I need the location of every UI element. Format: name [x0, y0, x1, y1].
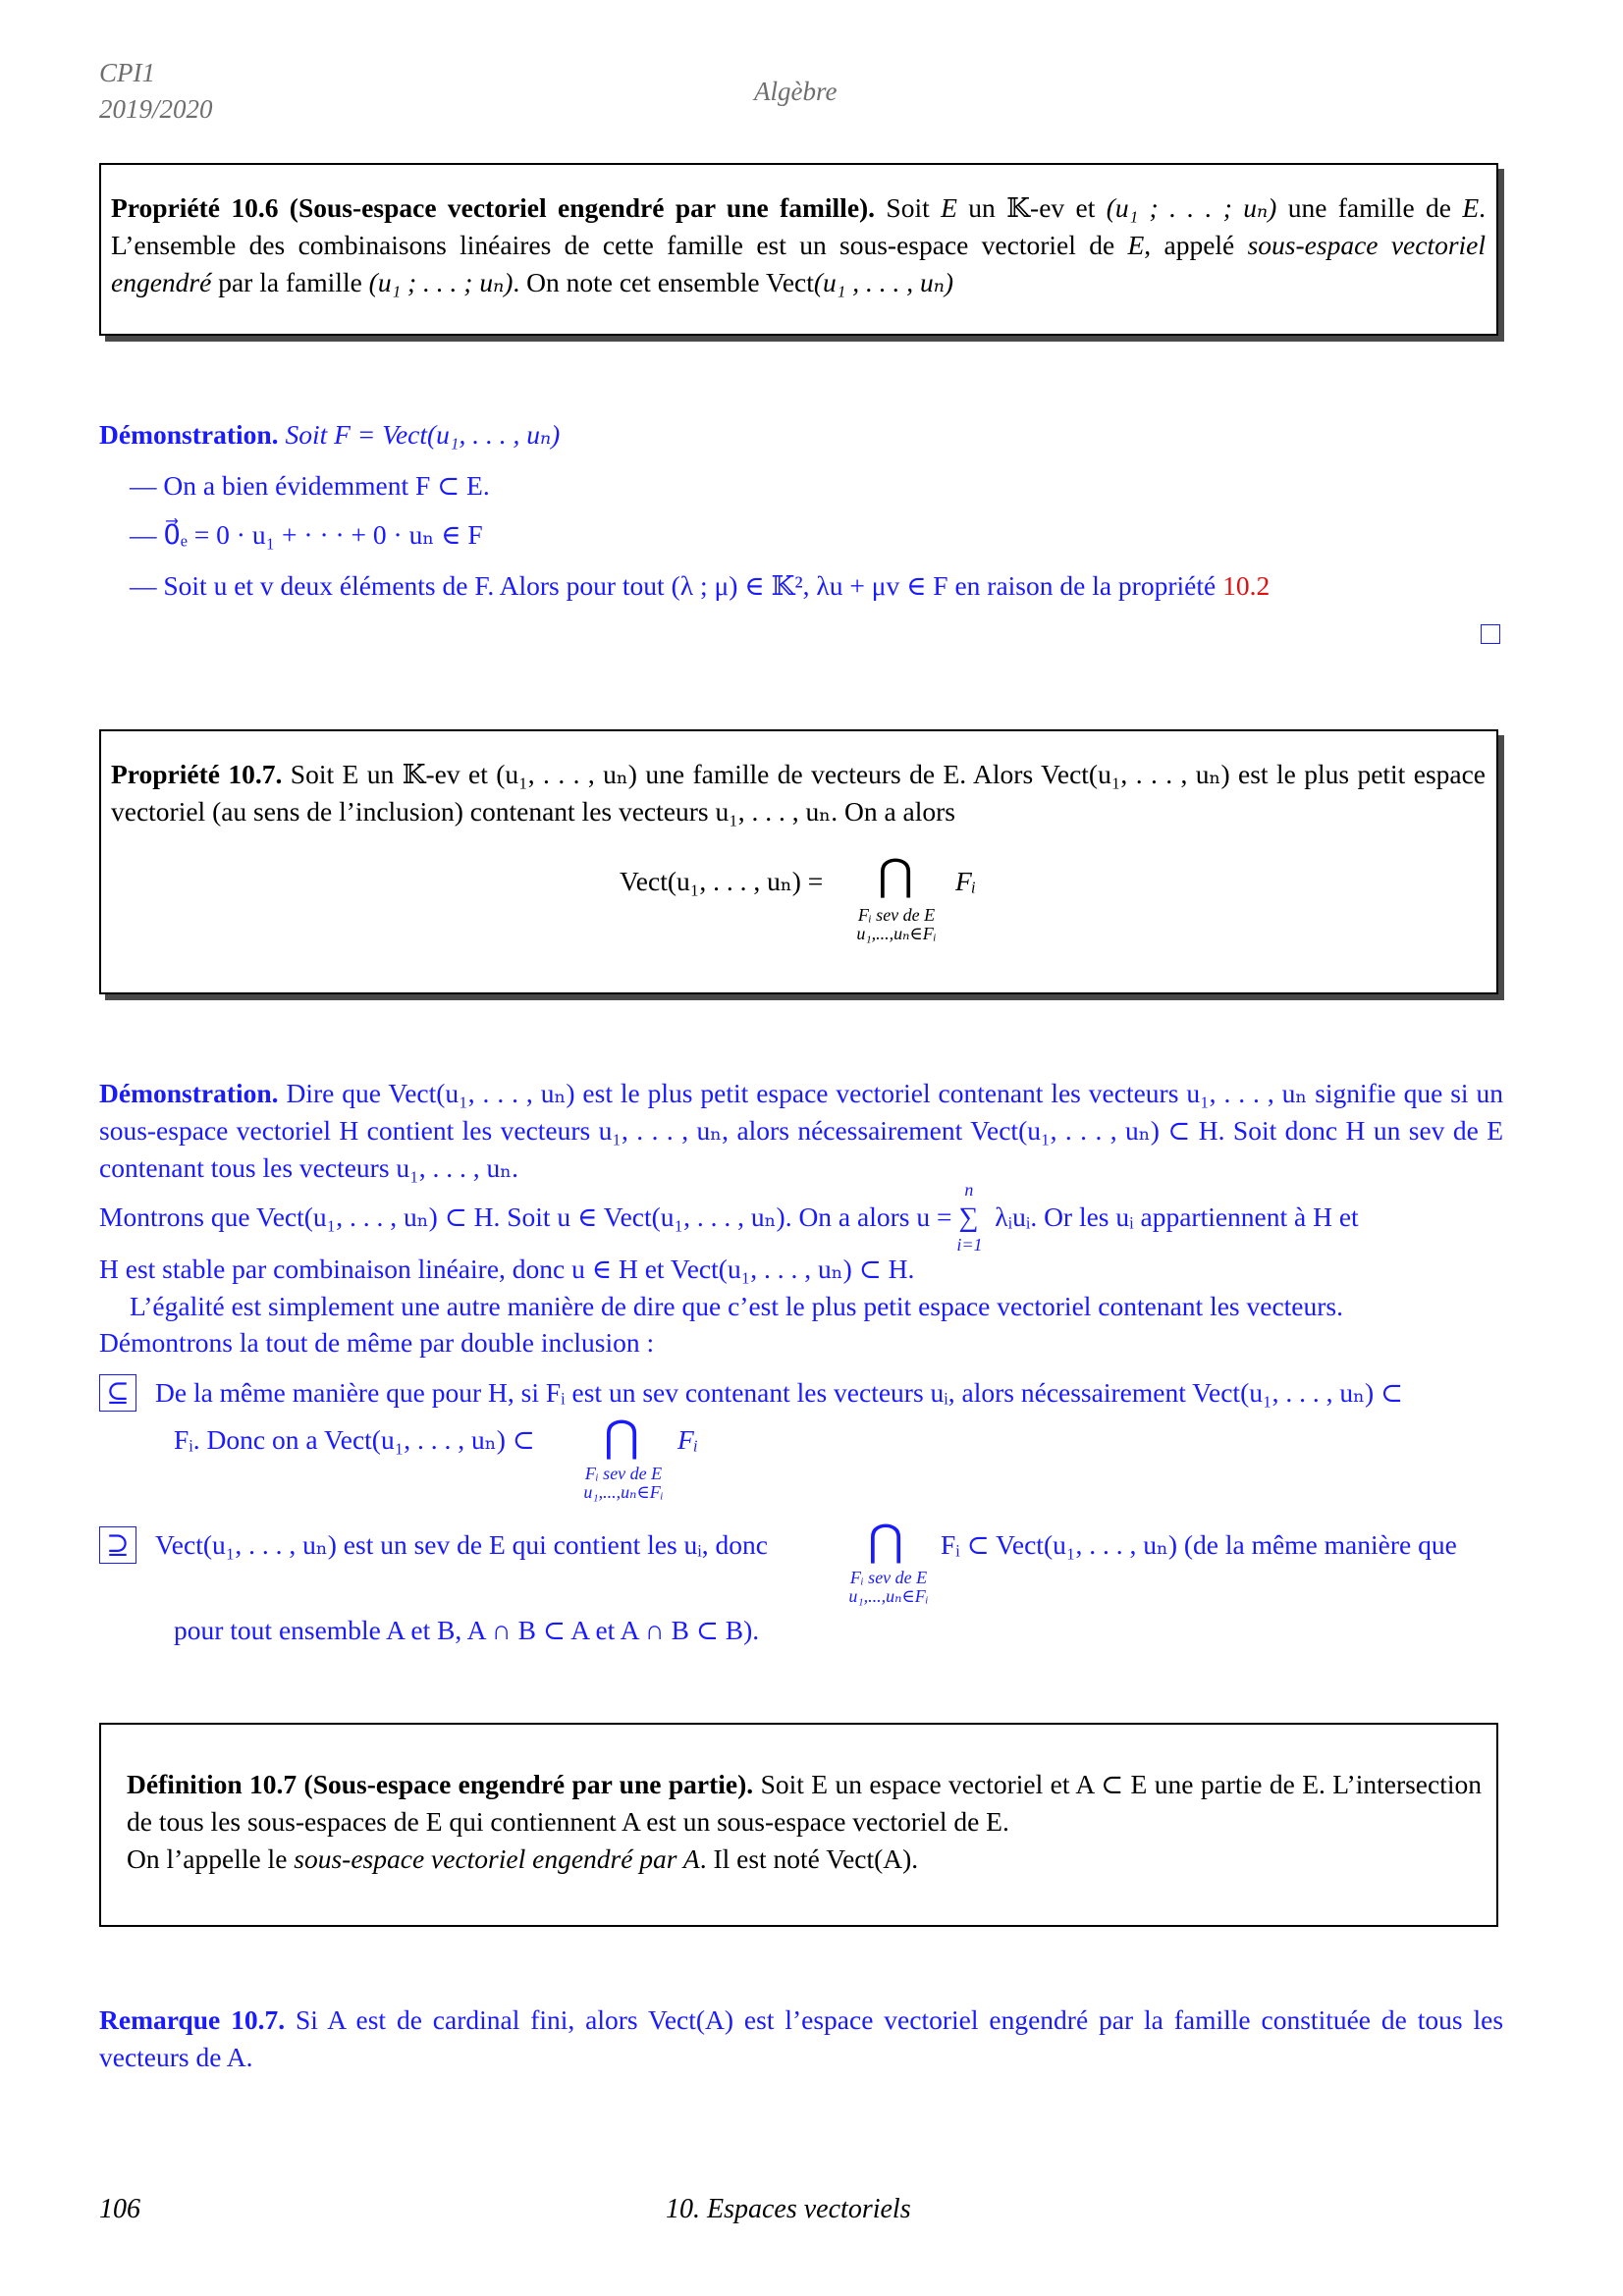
intersection-subscript-2: Fᵢ sev de E u₁,...,uₙ∈Fᵢ — [583, 1464, 664, 1502]
property-10-7-title: Propriété 10.7. — [111, 759, 283, 789]
intersection-symbol-2: ⋂ — [604, 1413, 640, 1461]
demo-1-intro: Démonstration. Soit F = Vect(u₁, . . . , uₙ) — [99, 419, 561, 450]
demo-1-item-3: — Soit u et v deux éléments de F. Alors pour tout (λ ; μ) ∈ 𝕂², λu + μv ∈ F en raison de la propriété 10.2 — [130, 570, 1271, 601]
subset-box-icon: ⊆ — [99, 1374, 136, 1412]
intersection-symbol: ⋂ — [878, 851, 914, 899]
property-10-6-title: Propriété 10.6 (Sous-espace vectoriel engendré par une famille). — [111, 192, 876, 223]
demo-1-label: Démonstration. — [99, 419, 279, 450]
definition-10-7-box — [99, 1723, 1498, 1927]
property-10-6-box — [99, 163, 1498, 336]
demo-2-label: Démonstration. — [99, 1078, 279, 1108]
inclusion-1-line-2: Fᵢ. Donc on a Vect(u₁, . . . , uₙ) ⊂ — [174, 1424, 535, 1455]
remark-10-7-label: Remarque 10.7. — [99, 2004, 286, 2035]
remark-10-7: Remarque 10.7. Si A est de cardinal fini, alors Vect(A) est l’espace vectoriel engendré par la famille constituée de tous les vecteurs de A. — [99, 2004, 1504, 2072]
qed-square-icon — [1481, 624, 1500, 644]
property-10-6-text: Propriété 10.6 (Sous-espace vectoriel engendré par une famille). Soit E un 𝕂-ev et (u₁ ; . . . ; uₙ) une famille de E. L’ensemble des combinaisons linéaires de cette famille est un sous-espace vectoriel de E, appelé sous-espace vectoriel engendré par la famille (u₁ ; . . . ; uₙ). On note cet ensemble Vect(u₁ , . . . , uₙ) — [111, 192, 1487, 297]
property-10-7-formula-left: Vect(u₁, . . . , uₙ) = — [620, 866, 824, 896]
definition-10-7-title: Définition 10.7 (Sous-espace engendré par une partie). — [127, 1769, 754, 1799]
chapter-title: 10. Espaces vectoriels — [666, 2194, 911, 2224]
page-number: 106 — [99, 2194, 140, 2224]
header-subject: Algèbre — [754, 77, 838, 106]
demo-2-paragraph-1: Démonstration. Dire que Vect(u₁, . . . , uₙ) est le plus petit espace vectoriel contenant les vecteurs u₁, . . . , uₙ signifie que si un sous-espace vectoriel H contient les vecteurs u₁, . . . , uₙ, alors nécessairement Vect(u₁, . . . , uₙ) ⊂ H. Soit donc H un sev de E contenant tous les vecteurs u₁, . . . , uₙ. — [99, 1078, 1503, 1183]
demo-2-paragraph-2b: H est stable par combinaison linéaire, donc u ∈ H et Vect(u₁, . . . , uₙ) ⊂ H. — [99, 1254, 915, 1284]
inclusion-1-line-1: De la même manière que pour H, si Fᵢ est un sev contenant les vecteurs uᵢ, alors nécessairement Vect(u₁, . . . , uₙ) ⊂ — [155, 1377, 1404, 1408]
inclusion-1-Fi: Fᵢ — [677, 1424, 699, 1455]
header-course: CPI1 — [99, 58, 155, 87]
reference-link-10-2[interactable]: 10.2 — [1222, 570, 1271, 601]
sum-symbol: n ∑ i=1 — [956, 1180, 983, 1255]
demo-2-paragraph-2a: Montrons que Vect(u₁, . . . , uₙ) ⊂ H. Soit u ∈ Vect(u₁, . . . , uₙ). On a alors u = n ∑ i=1 λᵢuᵢ. Or les uᵢ appartiennent à H et — [99, 1180, 1359, 1255]
inclusion-2-line-1a: Vect(u₁, . . . , uₙ) est un sev de E qui contient les uᵢ, donc — [155, 1529, 768, 1560]
intersection-symbol-3: ⋂ — [868, 1517, 904, 1565]
demo-2-paragraph-3b: Démontrons la tout de même par double inclusion : — [99, 1327, 655, 1358]
header-year: 2019/2020 — [99, 94, 213, 124]
property-10-7-box — [99, 729, 1498, 994]
definition-10-7-text: Définition 10.7 (Sous-espace engendré par une partie). Soit E un espace vectoriel et A ⊂ E une partie de E. L’intersection de tous les sous-espaces de E qui contiennent A est un sous-espace vectoriel de E. On l’appelle le sous-espace vectoriel engendré par A. Il est noté Vect(A). — [127, 1769, 1483, 1874]
demo-1-item-2: — 0⃗ₑ = 0 · u₁ + · · · + 0 · uₙ ∈ F — [130, 519, 483, 550]
intersection-subscript: Fᵢ sev de E u₁,...,uₙ∈Fᵢ — [856, 905, 937, 943]
inclusion-2-line-1b: Fᵢ ⊂ Vect(u₁, . . . , uₙ) (de la même manière que — [941, 1529, 1457, 1560]
demo-1-item-1: — On a bien évidemment F ⊂ E. — [130, 470, 490, 501]
property-10-7-text: Propriété 10.7. Soit E un 𝕂-ev et (u₁, . . . , uₙ) une famille de vecteurs de E. Alors Vect(u₁, . . . , uₙ) est le plus petit espace vectoriel (au sens de l’inclusion) contenant les vecteurs u₁, . . . , uₙ. On a alors — [111, 759, 1487, 827]
intersection-subscript-3: Fᵢ sev de E u₁,...,uₙ∈Fᵢ — [848, 1568, 929, 1606]
inclusion-2-line-2: pour tout ensemble A et B, A ∩ B ⊂ A et A ∩ B ⊂ B). — [174, 1615, 760, 1645]
demo-2-paragraph-3a: L’égalité est simplement une autre manière de dire que c’est le plus petit espace vectoriel contenant les vecteurs. — [130, 1291, 1343, 1321]
property-10-7-Fi: Fᵢ — [955, 866, 977, 896]
superset-box-icon: ⊇ — [99, 1526, 136, 1564]
